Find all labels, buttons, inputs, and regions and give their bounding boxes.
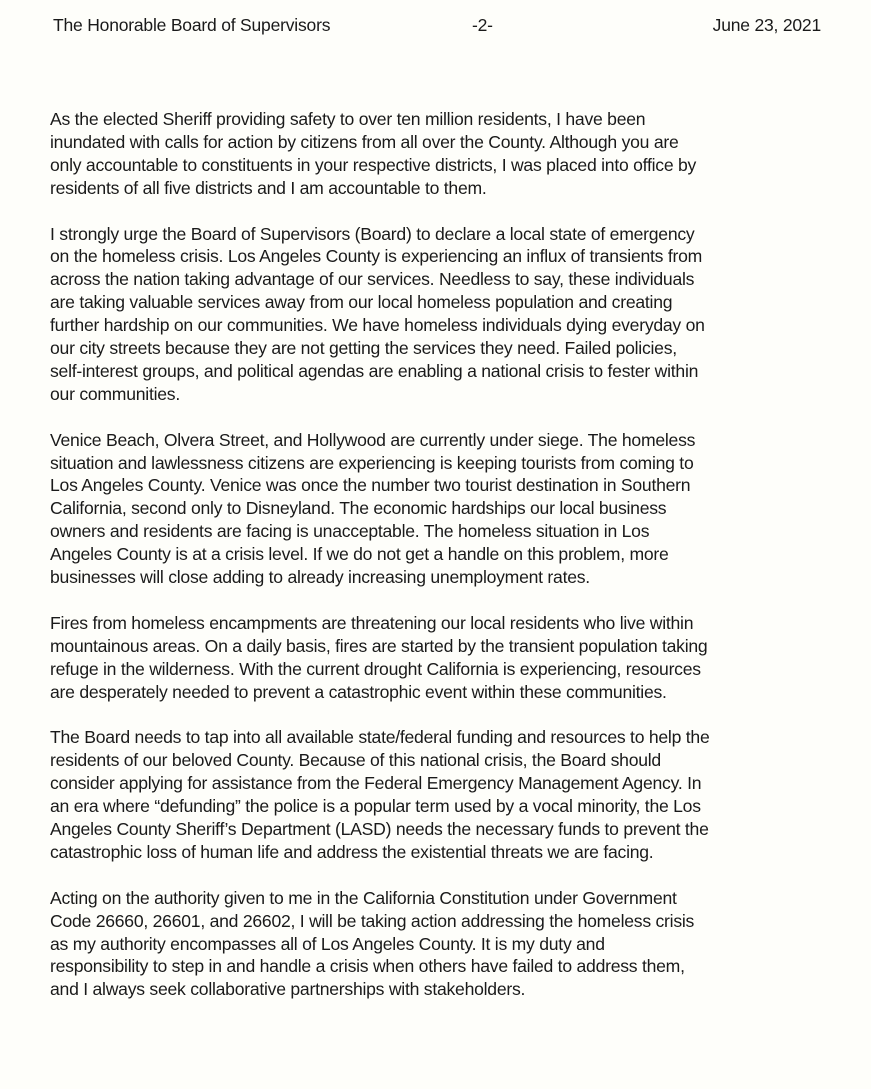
text-line: as my authority encompasses all of Los Angeles County. It is my duty and (50, 933, 605, 954)
paragraph-fires (50, 612, 850, 704)
letter-body (50, 108, 850, 1024)
text-line: our communities. (50, 383, 180, 404)
paragraph-state-of-emergency (50, 223, 850, 406)
text-line: mountainous areas. On a daily basis, fires are started by the transient population taking (50, 635, 708, 656)
paragraph-venice-hollywood (50, 429, 850, 589)
text-line: refuge in the wilderness. With the current drought California is experiencing, resources (50, 658, 701, 679)
text-line: situation and lawlessness citizens are experiencing is keeping tourists from coming to (50, 452, 694, 473)
text-line: California, second only to Disneyland. The economic hardships our local business (50, 498, 667, 519)
text-line: on the homeless crisis. Los Angeles County is experiencing an influx of transients from (50, 246, 703, 267)
paragraph-funding (50, 726, 850, 863)
text-line: responsibility to step in and handle a crisis when others have failed to address them, (50, 956, 685, 977)
text-line: are desperately needed to prevent a catastrophic event within these communities. (50, 681, 667, 702)
text-line: Acting on the authority given to me in the California Constitution under Government (50, 887, 677, 908)
addressee: The Honorable Board of Supervisors (53, 15, 331, 35)
text-line: self-interest groups, and political agendas are enabling a national crisis to fester within (50, 360, 699, 381)
paragraph-authority (50, 887, 850, 1002)
text-line: owners and residents are facing is unacceptable. The homeless situation in Los (50, 521, 650, 542)
text-line: consider applying for assistance from the Federal Emergency Management Agency. In (50, 773, 702, 794)
text-line: Venice Beach, Olvera Street, and Hollywood are currently under siege. The homeless (50, 429, 696, 450)
text-line: I strongly urge the Board of Supervisors (Board) to declare a local state of emergency (50, 223, 695, 244)
text-line: residents of all five districts and I am accountable to them. (50, 177, 487, 198)
text-line: Angeles County is at a crisis level. If we do not get a handle on this problem, more (50, 544, 669, 565)
text-line: an era where “defunding” the police is a popular term used by a vocal minority, the Los (50, 796, 701, 817)
text-line: across the nation taking advantage of our services. Needless to say, these individuals (50, 269, 695, 290)
text-line: our city streets because they are not getting the services they need. Failed policies, (50, 338, 677, 359)
text-line: Los Angeles County. Venice was once the number two tourist destination in Southern (50, 475, 691, 496)
text-line: businesses will close adding to already increasing unemployment rates. (50, 567, 590, 588)
text-line: are taking valuable services away from our local homeless population and creating (50, 292, 673, 313)
letter-date: June 23, 2021 (712, 15, 821, 35)
text-line: The Board needs to tap into all available state/federal funding and resources to help the (50, 727, 710, 748)
text-line: and I always seek collaborative partnerships with stakeholders. (50, 979, 526, 1000)
text-line: catastrophic loss of human life and address the existential threats we are facing. (50, 841, 654, 862)
text-line: inundated with calls for action by citizens from all over the County. Although you are (50, 131, 679, 152)
text-line: residents of our beloved County. Because of this national crisis, the Board should (50, 750, 661, 771)
text-line: Fires from homeless encampments are threatening our local residents who live within (50, 612, 694, 633)
page-number: -2- (472, 15, 493, 35)
text-line: Angeles County Sheriff’s Department (LASD) needs the necessary funds to prevent the (50, 819, 709, 840)
text-line: As the elected Sheriff providing safety to over ten million residents, I have been (50, 109, 646, 129)
paragraph-sheriff-accountability (50, 108, 850, 200)
text-line: Code 26660, 26601, and 26602, I will be taking action addressing the homeless crisis (50, 910, 695, 931)
page-header (53, 15, 821, 39)
text-line: only accountable to constituents in your respective districts, I was placed into office by (50, 154, 697, 175)
text-line: further hardship on our communities. We have homeless individuals dying everyday on (50, 315, 705, 336)
